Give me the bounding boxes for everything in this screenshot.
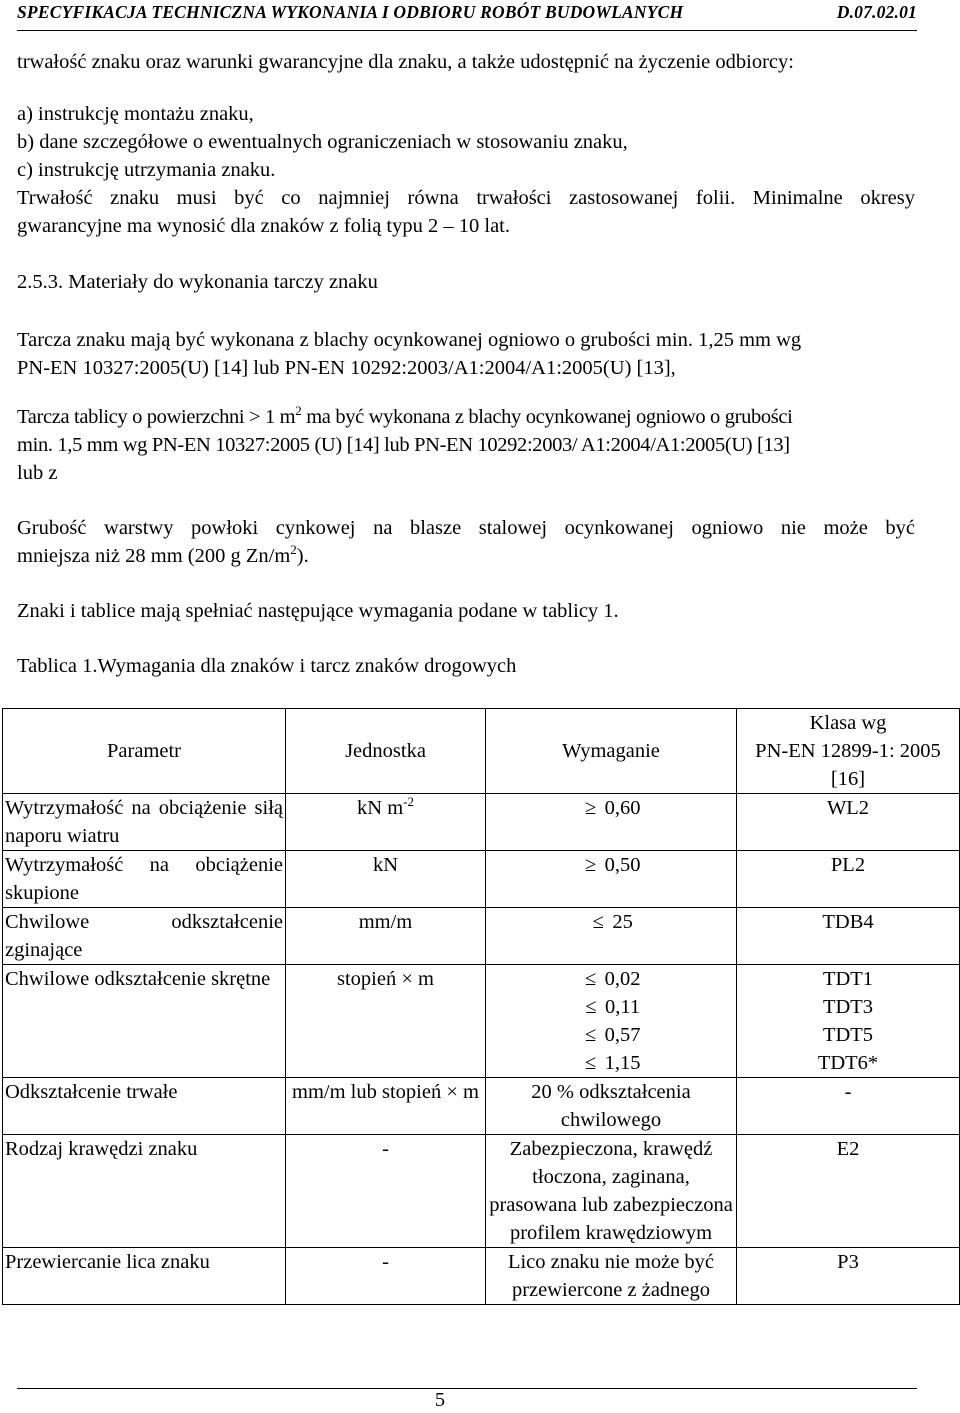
requirement-text: Zabezpieczona, krawędź tłoczona, zaginana, prasowana lub zabezpieczona profilem krawędziowym bbox=[489, 1138, 733, 1244]
requirement-value bbox=[488, 1135, 734, 1247]
less-equal-icon: ≤ bbox=[585, 996, 597, 1018]
requirement-text: 0,02 bbox=[604, 968, 641, 990]
cell-parameter: Przewiercanie lica znaku bbox=[3, 1248, 286, 1305]
paragraph-line: min. 1,5 mm wg PN-EN 10327:2005 (U) [14] lub PN-EN 10292:2003/ A1:2004/A1:2005(U) [13] bbox=[17, 434, 790, 456]
requirement-text: 0,11 bbox=[605, 996, 641, 1018]
header-class-line: [16] bbox=[830, 768, 866, 790]
superscript: 2 bbox=[295, 403, 302, 418]
cell-class bbox=[737, 1248, 960, 1305]
cell-unit bbox=[286, 851, 486, 908]
requirement-value bbox=[488, 965, 734, 993]
less-equal-icon: ≤ bbox=[584, 1024, 597, 1046]
requirement-text: 1,15 bbox=[604, 1052, 641, 1074]
table-row bbox=[3, 851, 960, 908]
cell-requirement bbox=[486, 965, 737, 1078]
table-row bbox=[3, 1135, 960, 1248]
paragraph-line: Znaki i tablice mają spełniać następujące wymagania podane w tablicy 1. bbox=[17, 600, 619, 622]
paragraph-line: Grubość warstwy powłoki cynkowej na blasze stalowej ocynkowanej ogniowo nie może być bbox=[17, 517, 915, 539]
paragraph-line: PN-EN 10327:2005(U) [14] lub PN-EN 10292:2003/A1:2004/A1:2005(U) [13], bbox=[17, 357, 676, 379]
requirement-value bbox=[488, 851, 734, 879]
header-class bbox=[737, 709, 960, 794]
cell-class bbox=[737, 965, 960, 1078]
class-value: E2 bbox=[836, 1138, 860, 1160]
requirement-text: 20 % odkształcenia chwilowego bbox=[531, 1081, 691, 1131]
requirements-table bbox=[2, 708, 960, 1305]
cell-requirement bbox=[486, 851, 737, 908]
requirement-value bbox=[488, 1248, 734, 1304]
document-header bbox=[17, 2, 917, 26]
table-row bbox=[3, 1078, 960, 1135]
cell-requirement bbox=[486, 794, 737, 851]
paragraph-line bbox=[17, 542, 309, 570]
table-body bbox=[3, 794, 960, 1305]
cell-class bbox=[737, 1078, 960, 1135]
requirement-value bbox=[488, 1078, 734, 1134]
list-item: a) instrukcję montażu znaku, bbox=[17, 103, 254, 125]
cell-requirement bbox=[486, 1135, 737, 1248]
cell-unit bbox=[286, 965, 486, 1078]
table-row bbox=[3, 908, 960, 965]
cell-parameter: Chwilowe odkształcenie skrętne bbox=[3, 965, 286, 1078]
unit-text: mm/m lub stopień × m bbox=[292, 1081, 479, 1103]
unit-text: - bbox=[382, 1138, 389, 1160]
class-value: TDT5 bbox=[822, 1024, 874, 1046]
durability-line: Trwałość znaku musi być co najmniej równa trwałości zastosowanej folii. Minimalne okresy bbox=[17, 187, 915, 209]
cell-requirement bbox=[486, 908, 737, 965]
header-param: Parametr bbox=[3, 709, 286, 794]
cell-requirement bbox=[486, 1078, 737, 1135]
paragraph-line: lub z bbox=[17, 462, 58, 484]
header-title: SPECYFIKACJA TECHNICZNA WYKONANIA I ODBIORU ROBÓT BUDOWLANYCH bbox=[17, 2, 684, 22]
requirement-value bbox=[488, 1049, 734, 1077]
list-item: b) dane szczegółowe o ewentualnych ograniczeniach w stosowaniu znaku, bbox=[17, 131, 628, 153]
requirement-value bbox=[488, 993, 734, 1021]
cell-unit bbox=[286, 1135, 486, 1248]
cell-unit bbox=[286, 908, 486, 965]
table-header-row bbox=[3, 709, 960, 794]
cell-class bbox=[737, 851, 960, 908]
paragraph-line: Tarcza znaku mają być wykonana z blachy ocynkowanej ogniowo o grubości min. 1,25 mm wg bbox=[17, 329, 802, 351]
cell-unit bbox=[286, 794, 486, 851]
cell-parameter: Rodzaj krawędzi znaku bbox=[3, 1135, 286, 1248]
requirement-text: 0,57 bbox=[604, 1024, 641, 1046]
superscript: 2 bbox=[290, 542, 297, 557]
cell-class bbox=[737, 1135, 960, 1248]
section-title: 2.5.3. Materiały do wykonania tarczy znaku bbox=[17, 271, 378, 293]
less-equal-icon: ≤ bbox=[584, 968, 597, 990]
greater-equal-icon: ≥ bbox=[584, 854, 597, 876]
cell-unit bbox=[286, 1248, 486, 1305]
requirement-text: 25 bbox=[612, 911, 633, 933]
class-value: TDT3 bbox=[822, 996, 874, 1018]
intro-text: trwałość znaku oraz warunki gwarancyjne dla znaku, a także udostępnić na życzenie odbiorcy: bbox=[17, 51, 794, 73]
cell-unit bbox=[286, 1078, 486, 1135]
paragraph-line bbox=[17, 403, 793, 431]
cell-parameter: Odkształcenie trwałe bbox=[3, 1078, 286, 1135]
cell-parameter: Wytrzymałość na obciążenie skupione bbox=[3, 851, 286, 908]
cell-parameter: Chwilowe odkształcenie zginające bbox=[3, 908, 286, 965]
unit-text: kN bbox=[372, 854, 399, 876]
class-value: - bbox=[844, 1081, 852, 1103]
cell-class bbox=[737, 908, 960, 965]
unit-text: mm/m bbox=[358, 911, 413, 933]
class-value: PL2 bbox=[830, 854, 866, 876]
less-equal-icon: ≤ bbox=[584, 1052, 597, 1074]
unit-superscript: -2 bbox=[403, 794, 414, 809]
requirement-value bbox=[488, 794, 734, 822]
requirement-text: 0,50 bbox=[604, 854, 641, 876]
class-value: P3 bbox=[837, 1251, 859, 1273]
cell-parameter: Wytrzymałość na obciążenie siłą naporu wiatru bbox=[3, 794, 286, 851]
requirement-text: 0,60 bbox=[604, 797, 641, 819]
requirement-text: Lico znaku nie może być przewiercone z żadnego bbox=[507, 1251, 715, 1301]
durability-line: gwarancyjne ma wynosić dla znaków z folią typu 2 – 10 lat. bbox=[17, 215, 510, 237]
header-requirement: Wymaganie bbox=[486, 709, 737, 794]
greater-equal-icon: ≥ bbox=[584, 797, 597, 819]
requirement-value bbox=[488, 1021, 734, 1049]
unit-text: stopień × m bbox=[337, 968, 434, 990]
header-unit: Jednostka bbox=[286, 709, 486, 794]
requirement-value bbox=[488, 908, 734, 936]
header-rule bbox=[17, 30, 917, 31]
class-value: TDT1 bbox=[822, 968, 874, 990]
list-item: c) instrukcję utrzymania znaku. bbox=[17, 159, 276, 181]
table-row bbox=[3, 965, 960, 1078]
text-span: ). bbox=[296, 545, 309, 567]
class-value: WL2 bbox=[826, 797, 870, 819]
class-value: TDT6* bbox=[817, 1052, 879, 1074]
class-value: TDB4 bbox=[822, 911, 874, 933]
unit-text: - bbox=[382, 1251, 389, 1273]
table-row bbox=[3, 1248, 960, 1305]
table-title: Tablica 1.Wymagania dla znaków i tarcz znaków drogowych bbox=[17, 655, 517, 677]
unit-text: kN m bbox=[357, 797, 404, 819]
cell-requirement bbox=[486, 1248, 737, 1305]
text-span: Tarcza tablicy o powierzchni > 1 m bbox=[17, 406, 296, 428]
text-span: ma być wykonana z blachy ocynkowanej ogniowo o grubości bbox=[301, 406, 793, 428]
page-number: 5 bbox=[434, 1389, 446, 1411]
header-class-line: Klasa wg bbox=[809, 712, 887, 734]
table-row bbox=[3, 794, 960, 851]
less-equal-icon: ≤ bbox=[592, 911, 604, 933]
cell-class bbox=[737, 794, 960, 851]
header-class-line: PN-EN 12899-1: 2005 bbox=[755, 740, 941, 762]
header-code: D.07.02.01 bbox=[836, 2, 917, 22]
text-span: mniejsza niż 28 mm (200 g Zn/m bbox=[17, 545, 291, 567]
